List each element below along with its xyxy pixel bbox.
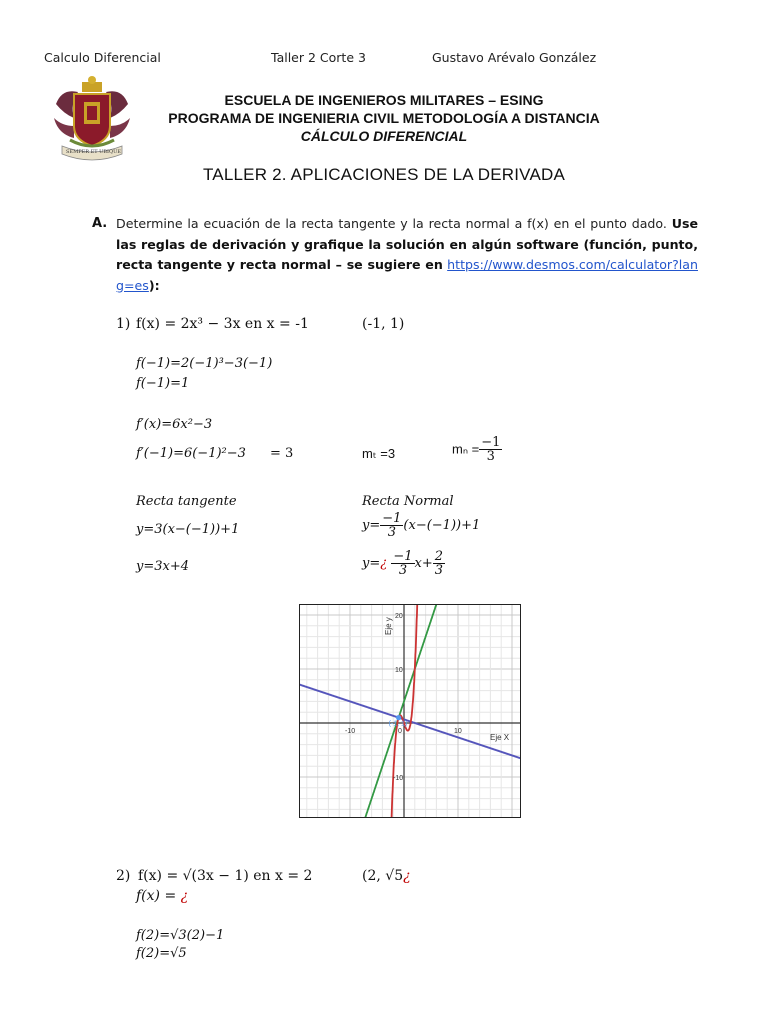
problem-1-point: (-1, 1)	[362, 316, 405, 332]
problem-2-line-1-prefix: f(x) =	[136, 888, 181, 904]
normal-eq-2-den2: 3	[434, 563, 444, 578]
normal-label: Recta Normal	[362, 494, 454, 509]
normal-eq-1-num: −1	[382, 511, 402, 526]
point-label: (-1, 1)	[388, 720, 408, 728]
problem-1-statement: f(x) = 2x³ − 3x en x = -1	[136, 316, 309, 332]
problem-2-line-2: f(2)=√3(2)−1	[136, 928, 225, 943]
normal-slope-label: mₙ =	[452, 441, 480, 457]
normal-eq-2-num2: 2	[434, 549, 444, 564]
problem-1-number: 1)	[116, 316, 131, 332]
normal-eq-2-glyph: ¿	[380, 556, 388, 571]
section-a-intro: Determine la ecuación de la recta tangente y la recta normal a f(x) en el punto dado.	[116, 216, 667, 231]
tick-label-y-10: 10	[395, 667, 403, 674]
normal-eq-1-den: 3	[387, 525, 396, 540]
tangent-point	[396, 715, 401, 720]
institution-line-1: ESCUELA DE INGENIEROS MILITARES – ESING	[224, 92, 544, 108]
institution-line-2: PROGRAMA DE INGENIERIA CIVIL METODOLOGÍA A DISTANCIA	[168, 110, 600, 126]
header-author: Gustavo Arévalo González	[432, 50, 597, 65]
step-2: f(−1)=1	[136, 376, 190, 391]
graph-canvas	[300, 605, 520, 817]
logo-text: SEMPER ET UBIQUE	[66, 149, 121, 155]
tangent-eq-1: y=3(x−(−1))+1	[136, 522, 240, 537]
tick-label-x-10: 10	[454, 728, 462, 735]
normal-eq-2-prefix: y=	[362, 556, 381, 571]
section-a-closing: ):	[148, 277, 160, 293]
normal-slope-num: −1	[481, 435, 501, 450]
section-a-bold: Use las reglas de derivación y grafique la solución en algún software (función, punto, recta tangente y recta normal – se sugiere en	[116, 216, 698, 272]
step-3: f′(x)=6x²−3	[136, 417, 213, 432]
desmos-graph	[299, 604, 521, 818]
problem-2-line-1	[136, 888, 188, 904]
problem-2-point-glyph: ¿	[403, 868, 411, 884]
problem-2-point	[362, 868, 411, 884]
normal-slope-den: 3	[486, 449, 495, 464]
desmos-link[interactable]: https://www.desmos.com/calculator?lang=es	[116, 257, 698, 293]
x-axis-label: Eje X	[490, 733, 510, 742]
tangent-label: Recta tangente	[136, 494, 237, 509]
tangent-eq-2: y=3x+4	[136, 559, 190, 574]
institution-line-3: CÁLCULO DIFERENCIAL	[300, 128, 468, 144]
normal-eq-1-prefix: y=	[362, 518, 381, 533]
step-4: f′(−1)=6(−1)²−3	[136, 446, 246, 461]
header-assignment: Taller 2 Corte 3	[271, 50, 366, 65]
tangent-slope: mₜ =3	[362, 446, 396, 461]
problem-2-statement: f(x) = √(3x − 1) en x = 2	[138, 868, 313, 884]
normal-eq-2-mid: x+	[414, 556, 433, 571]
y-axis-label: Eje y	[384, 617, 393, 635]
header-course: Calculo Diferencial	[44, 50, 161, 65]
section-a-instructions	[116, 214, 698, 296]
step-1: f(−1)=2(−1)³−3(−1)	[136, 356, 273, 371]
problem-2-point-prefix: (2, √5	[362, 868, 404, 884]
problem-2-line-1-glyph: ¿	[180, 888, 189, 904]
tick-label-x-neg10: -10	[345, 728, 356, 735]
tick-label-y-20: 20	[395, 613, 403, 620]
normal-eq-1-suffix: (x−(−1))+1	[403, 518, 481, 533]
normal-eq-2	[362, 550, 445, 577]
normal-eq-2-den1: 3	[398, 563, 408, 578]
section-letter: A.	[92, 216, 108, 231]
normal-eq-2-num1: −1	[393, 549, 413, 564]
problem-2-line-3: f(2)=√5	[136, 946, 187, 961]
derivative-value: = 3	[270, 446, 294, 461]
normal-eq-1	[362, 512, 480, 539]
tick-label-origin: 0	[398, 728, 402, 735]
problem-2-number: 2)	[116, 868, 131, 884]
tick-label-y-neg10: -10	[393, 775, 404, 782]
normal-slope	[452, 436, 502, 463]
page-title: TALLER 2. APLICACIONES DE LA DERIVADA	[202, 165, 565, 184]
